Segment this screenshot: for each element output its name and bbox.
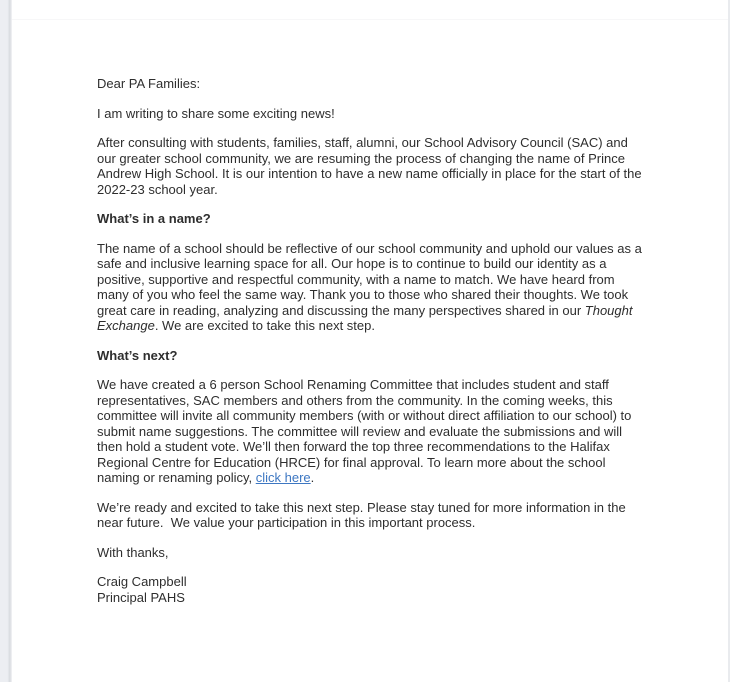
paragraph-whats-next	[97, 377, 648, 486]
paragraph-closing: We’re ready and excited to take this next step. Please stay tuned for more information in the near future. We value your participation in this important process.	[97, 499, 626, 530]
heading-whats-in-a-name: What’s in a name?	[97, 211, 211, 226]
paragraph-whats-in-a-name	[97, 241, 648, 334]
signature-name: Craig Campbell	[97, 574, 187, 589]
paragraph-next-text-start: We have created a 6 person School Renaming Committee that includes student and staff representatives, SAC members and others from the community. In the coming weeks, this committee will invite all community members (with or without direct affiliation to our school) to submit name suggestions. The committee will review and evaluate the submissions and will then hold a student vote. We’ll then forward the top three recommendations to the Halifax Regional Centre for Education (HRCE) for final approval. To learn more about the school naming or renaming policy,	[97, 377, 632, 485]
paragraph-next-text-end: .	[310, 470, 315, 485]
intro-line: I am writing to share some exciting news!	[97, 105, 335, 121]
heading-whats-next: What’s next?	[97, 347, 178, 363]
salutation: Dear PA Families:	[97, 76, 201, 91]
page-left-edge	[0, 0, 12, 682]
paragraph-name-text-end: . We are excited to take this next step.	[154, 318, 375, 333]
letter-body	[97, 76, 648, 619]
signature-block	[97, 574, 648, 605]
paragraph-consulting: After consulting with students, families, staff, alumni, our School Advisory Council (SAC) and our greater school community, we are resuming the process of changing the name of Prince Andrew High School. It is our intention to have a new name officially in place for the start of the 2022-23 school year.	[97, 135, 642, 197]
page-right-edge	[728, 0, 730, 682]
paragraph-name-text-start: The name of a school should be reflective of our school community and uphold our values as a safe and inclusive learning space for all. Our hope is to continue to build our identity as a positive, supportive and respectful community, with a name to match. We have heard from many of you who feel the same way. Thank you to those who shared their thoughts. We took great care in reading, analyzing and discussing the many perspectives shared in our	[97, 240, 642, 318]
signature-title: Principal PAHS	[97, 589, 185, 605]
thought-exchange-italic: Thought Exchange	[97, 302, 633, 333]
page-top-crease	[12, 19, 728, 20]
click-here-link[interactable]: click here	[255, 470, 311, 485]
signoff: With thanks,	[97, 544, 169, 560]
